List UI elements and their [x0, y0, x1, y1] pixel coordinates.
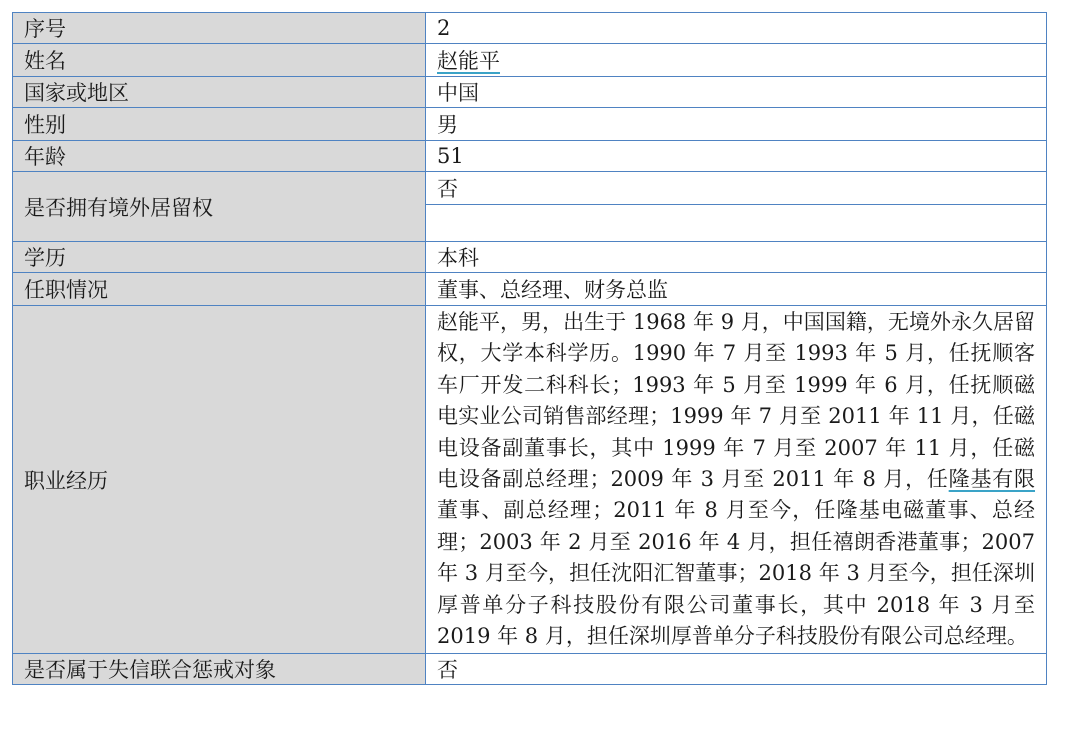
- label-career: 职业经历: [13, 306, 426, 654]
- label-position: 任职情况: [13, 273, 426, 306]
- table-row: [13, 242, 1047, 273]
- career-text-part1: 赵能平，男，出生于 1968 年 9 月，中国国籍，无境外永久居留权，大学本科学历。1990 年 7 月至 1993 年 5 月，任抚顺客车厂开发二科科长；1993 年 5 月至 1999 年 6 月，任抚顺磁电实业公司销售部经理；1999 年 7 月至 2011 年 11 月，任磁电设备副董事长，其中 1999 年 7 月至 2007 年 11 月，任磁电设备副总经理；2009 年 3 月至 2011 年 8 月，任: [437, 310, 1035, 492]
- table-row: [13, 77, 1047, 108]
- label-dishonest: 是否属于失信联合惩戒对象: [13, 654, 426, 685]
- value-name-cell: [426, 44, 1047, 77]
- value-education: 本科: [426, 242, 1047, 273]
- value-dishonest: 否: [426, 654, 1047, 685]
- label-country: 国家或地区: [13, 77, 426, 108]
- value-name: 赵能平: [437, 49, 500, 73]
- table-row: [13, 172, 1047, 205]
- table-row: [13, 654, 1047, 685]
- table-row: [13, 108, 1047, 141]
- value-overseas-residency: 否: [426, 172, 1047, 205]
- label-education: 学历: [13, 242, 426, 273]
- label-name: 姓名: [13, 44, 426, 77]
- value-position: 董事、总经理、财务总监: [426, 273, 1047, 306]
- personnel-info-table: [12, 12, 1047, 685]
- value-career: [426, 306, 1047, 654]
- label-age: 年龄: [13, 141, 426, 172]
- career-company-link: 隆基有限: [948, 467, 1036, 492]
- label-overseas-residency: 是否拥有境外居留权: [13, 172, 426, 242]
- table-row: [13, 306, 1047, 654]
- table-row: [13, 273, 1047, 306]
- value-gender: 男: [426, 108, 1047, 141]
- table-row: [13, 141, 1047, 172]
- label-gender: 性别: [13, 108, 426, 141]
- value-country: 中国: [426, 77, 1047, 108]
- label-seq: 序号: [13, 13, 426, 44]
- table-row: [13, 13, 1047, 44]
- value-overseas-residency-extra: [426, 205, 1047, 242]
- value-seq: 2: [426, 13, 1047, 44]
- table-row: [13, 44, 1047, 77]
- career-text-part2: 董事、副总经理；2011 年 8 月至今，任隆基电磁董事、总经理；2003 年 2 月至 2016 年 4 月，担任禧朗香港董事；2007 年 3 月至今，担任沈阳汇智董事；2018 年 3 月至今，担任深圳厚普单分子科技股份有限公司董事长，其中 2018 年 3 月至 2019 年 8 月，担任深圳厚普单分子科技股份有限公司总经理。: [437, 498, 1035, 649]
- value-age: 51: [426, 141, 1047, 172]
